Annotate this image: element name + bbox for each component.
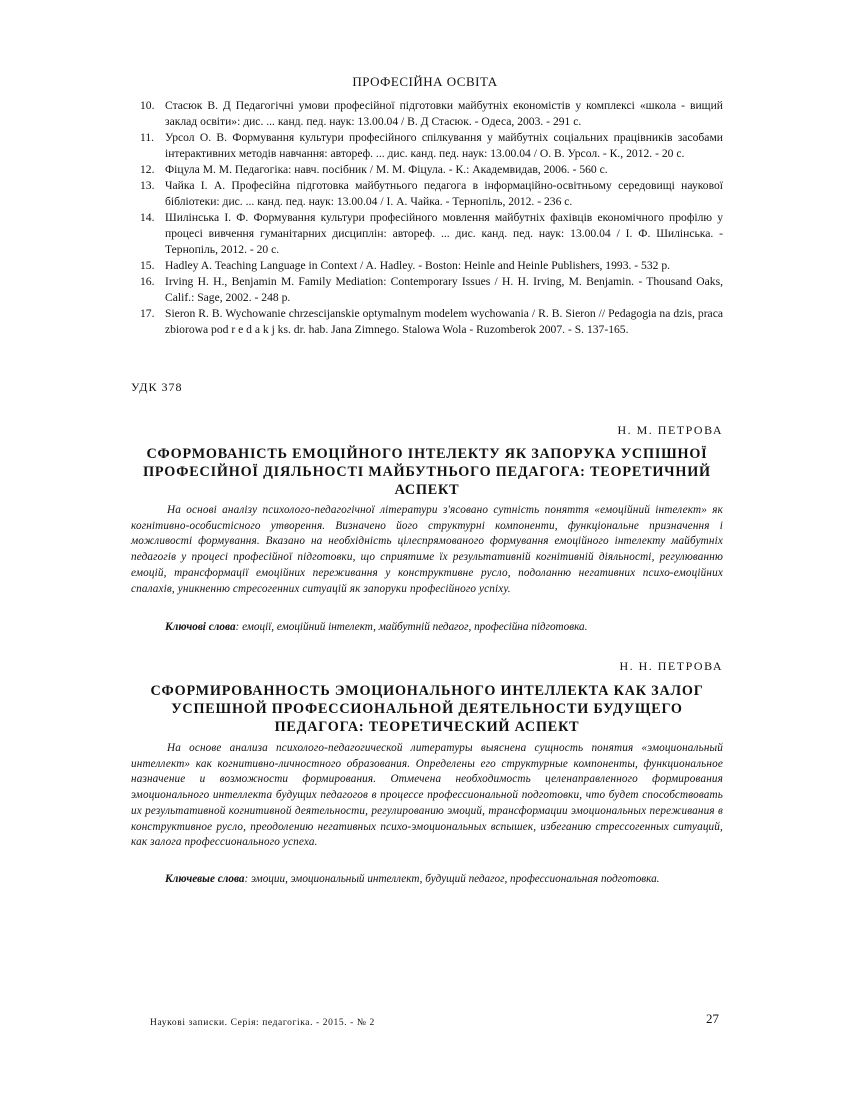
abstract-ua xyxy=(131,503,723,597)
reference-number: 14. xyxy=(140,211,155,224)
reference-text: Стасюк В. Д Педагогічні умови професійної підготовки майбутніх економістів у комплексі «школа - вищий заклад освіти»: дис. ... канд. пед. наук: 13.00.04 / В. Д Стасюк. - Одеса, 2003. - 291 с. xyxy=(165,99,723,128)
abstract-ru-text: На основе анализа психолого-педагогической литературы выяснена сущность понятия «эмоциональный интеллект» как когнитивно-личностного образования. Определены его структурные компоненты, функциональное назначение и возможности формирования. Отмечена необходимость целенаправленного формирования эмоционального интеллекта будущих педагогов в процессе профессиональной подготовки, что будет способствовать их результативной когнитивной деятельности, регулированию эмоций, трансформации эмоциональных переживания в конструктивное русло, преодолению негативных психо-эмоциональных вспышек, избеганию стрессогенных ситуаций, как залога профессионального успеха. xyxy=(131,742,723,849)
author-ru: Н. Н. ПЕТРОВА xyxy=(619,659,723,673)
reference-item xyxy=(131,258,723,274)
keywords-ru xyxy=(131,872,723,888)
keywords-label-ru: Ключевые слова xyxy=(165,873,245,885)
reference-number: 11. xyxy=(140,131,155,144)
keywords-label-ua: Ключові слова xyxy=(165,621,236,633)
reference-text: Урсол О. В. Формування культури професійного спілкування у майбутніх соціальних працівників засобами інтерактивних методів навчання: автореф. ... дис. канд. пед. наук: 13.00.04 / О. В. Урсол. - К., 2012. - 20 с. xyxy=(165,131,723,160)
keywords-text-ru: : эмоции, эмоциональный интеллект, будущий педагог, профессиональная подготовка. xyxy=(244,873,660,885)
article-title-ua: СФОРМОВАНІСТЬ ЕМОЦІЙНОГО ІНТЕЛЕКТУ ЯК ЗАПОРУКА УСПІШНОЇ ПРОФЕСІЙНОЇ ДІЯЛЬНОСТІ МАЙБУТНЬОГО ПЕДАГОГА: ТЕОРЕТИЧНИЙ АСПЕКТ xyxy=(143,446,711,498)
reference-number: 15. xyxy=(140,259,155,272)
abstract-ua-text: На основі аналізу психолого-педагогічної літератури з'ясовано сутність поняття «емоційний інтелект» як когнітивно-особистісного утворення. Визначено його структурні компоненти, функціональне призначення і можливості формування. Вказано на необхідність цілеспрямованого формування емоційного інтелекту майбутніх педагогів у процесі професійної підготовки, що сприятиме їх результативній когнітивній діяльності, регулюванню емоцій, трансформації емоційних переживання у конструктивне русло, подоланню негативних психо-емоційних спалахів, уникненню стресогенних ситуацій як запоруки професійного успіху. xyxy=(131,504,723,595)
reference-list xyxy=(131,98,723,338)
reference-number: 13. xyxy=(140,179,155,192)
reference-number: 12. xyxy=(140,163,155,176)
reference-item xyxy=(131,178,723,210)
reference-number: 10. xyxy=(140,99,155,112)
reference-text: Irving H. H., Benjamin M. Family Mediation: Contemporary Issues / H. H. Irving, M. Benjamin. - Thousand Oaks, Calif.: Sage, 2002. - 248 p. xyxy=(165,275,723,304)
running-head: ПРОФЕСІЙНА ОСВІТА xyxy=(352,74,498,89)
article-title-ru: СФОРМИРОВАННОСТЬ ЭМОЦИОНАЛЬНОГО ИНТЕЛЛЕКТА КАК ЗАЛОГ УСПЕШНОЙ ПРОФЕССИОНАЛЬНОЙ ДЕЯТЕЛЬНОСТИ БУДУЩЕГО ПЕДАГОГА: ТЕОРЕТИЧЕСКИЙ АСПЕКТ xyxy=(150,683,704,735)
author-ua: Н. М. ПЕТРОВА xyxy=(617,423,723,437)
reference-item xyxy=(131,130,723,162)
page-number: 27 xyxy=(706,1011,719,1026)
reference-text: Фіцула М. М. Педагогіка: навч. посібник / М. М. Фіцула. - К.: Академвидав, 2006. - 560 с. xyxy=(165,163,608,176)
abstract-ru xyxy=(131,741,723,851)
reference-text: Hadley A. Teaching Language in Context / A. Hadley. - Boston: Heinle and Heinle Publishers, 1993. - 532 p. xyxy=(165,259,671,272)
reference-text: Чайка І. А. Професійна підготовка майбутнього педагога в інформаційно-освітньому середовищі наукової бібліотеки: дис. ... канд. пед. наук: 13.00.04 / І. А. Чайка. - Тернопіль, 2012. - 236 с. xyxy=(165,179,723,208)
reference-item xyxy=(131,210,723,258)
reference-item xyxy=(131,98,723,130)
reference-text: Sieron R. B. Wychowanie chrzescijanskie optymalnym modelem wychowania / R. B. Sieron // Pedagogia na dzis, praca zbiorowa pod r e d a k j ks. dr. hab. Jana Zimnego. Stalowa Wola - Ruzomberok 2007. - S. 137-165. xyxy=(165,307,723,336)
keywords-ua xyxy=(131,620,723,636)
reference-text: Шилінська І. Ф. Формування культури професійного мовлення майбутніх фахівців економічного профілю у процесі вивчення гуманітарних дисциплін: автореф. ... дис. канд. пед. наук: 13.00.04 / І. Ф. Шилінська. - Тернопіль, 2012. - 20 с. xyxy=(165,211,723,256)
reference-number: 17. xyxy=(140,307,155,320)
reference-item xyxy=(131,306,723,338)
keywords-text-ua: : емоції, емоційний інтелект, майбутній педагог, професійна підготовка. xyxy=(235,621,588,633)
journal-footer: Наукові записки. Серія: педагогіка. - 2015. - № 2 xyxy=(150,1018,375,1028)
reference-number: 16. xyxy=(140,275,155,288)
reference-item xyxy=(131,274,723,306)
reference-item xyxy=(131,162,723,178)
udk-code: УДК 378 xyxy=(131,380,183,394)
